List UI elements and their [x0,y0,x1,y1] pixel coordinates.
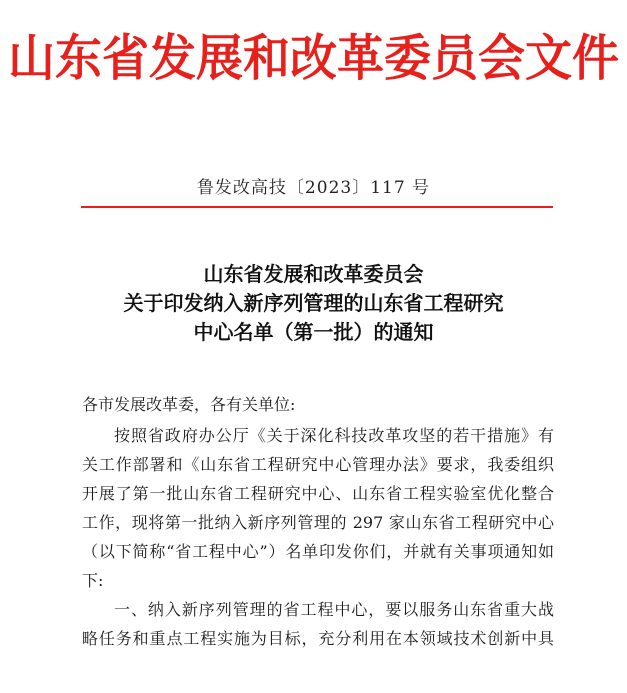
document-number: 鲁发改高技〔2023〕117 号 [196,178,431,198]
paragraph-2-line: 一、纳入新序列管理的省工程中心，要以服务山东省重大战 [114,600,554,619]
notice-title-line-1: 山东省发展和改革委员会 [203,262,424,286]
salutation: 各市发展改革委，各有关单位: [82,395,296,414]
notice-title-line-2: 关于印发纳入新序列管理的山东省工程研究 [123,291,504,315]
paragraph-2-line: 略任务和重点工程实施为目标，充分利用在本领域技术创新中具 [82,629,554,648]
paragraph-1-line: （以下简称“省工程中心”）名单印发你们，并就有关事项通知如 [82,542,554,561]
paragraph-1-line: 工作，现将第一批纳入新序列管理的 297 家山东省工程研究中心 [82,513,554,532]
paragraph-1-line: 下: [82,571,104,590]
notice-title [60,260,567,347]
notice-title-line-3: 中心名单（第一批）的通知 [193,320,434,344]
red-divider-line [81,206,553,208]
document-header-title: 山东省发展和改革委员会文件 [8,29,619,88]
body-text [82,421,554,653]
paragraph-1-line: 开展了第一批山东省工程研究中心、山东省工程实验室优化整合 [82,484,554,503]
paragraph-1-line: 按照省政府办公厅《关于深化科技改革攻坚的若干措施》有 [114,426,554,445]
paragraph-1-line: 关工作部署和《山东省工程研究中心管理办法》要求，我委组织 [82,455,554,474]
